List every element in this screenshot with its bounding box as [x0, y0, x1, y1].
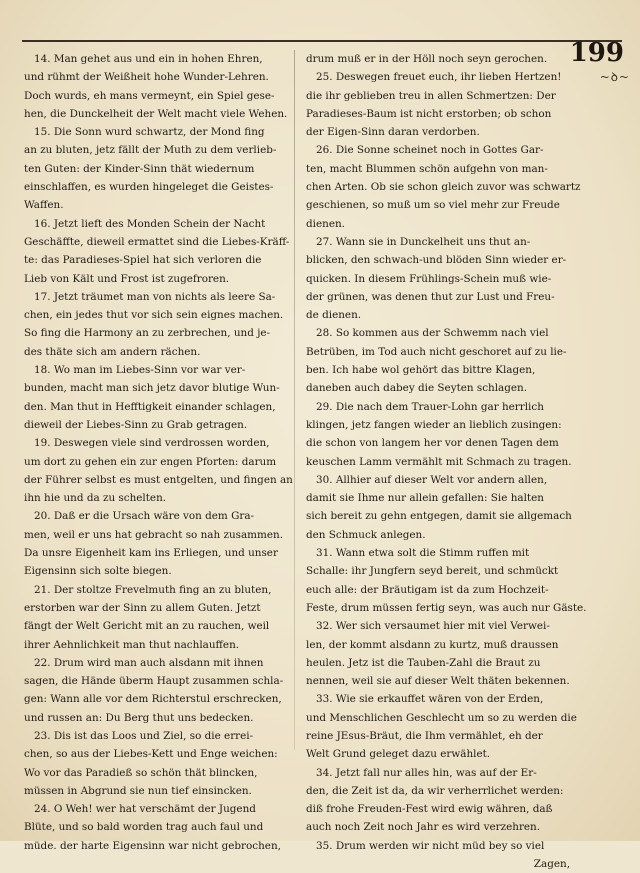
text-line: Da unsre Eigenheit kam ins Erliegen, und unser: [24, 547, 278, 560]
text-line: daneben auch dabey die Seyten schlagen.: [306, 382, 528, 395]
text-line: Feste, drum müssen fertig seyn, was auch nur Gäste.: [306, 601, 587, 614]
text-line: einschlaffen, es wurden hingeleget die Geistes-: [24, 181, 274, 194]
text-line: und Menschlichen Geschlecht um so zu werden die: [306, 711, 577, 724]
text-line: 19. Deswegen viele sind verdrossen worden,: [34, 437, 270, 450]
text-line: sich bereit zu gehn entgegen, damit sie allgemach: [306, 510, 572, 523]
right-column: [306, 50, 588, 873]
text-line: 32. Wer sich versaumet hier mit viel Verwei-: [316, 620, 550, 633]
text-line: 17. Jetzt träumet man von nichts als leere Sa-: [34, 290, 276, 303]
text-line: 27. Wann sie in Dunckelheit uns thut an-: [316, 235, 531, 248]
text-line: ihn hie und da zu schelten.: [24, 492, 167, 505]
text-line: die ihr geblieben treu in allen Schmertzen: Der: [306, 89, 556, 102]
text-line: de dienen.: [306, 309, 362, 322]
text-line: blicken, den schwach-und blöden Sinn wieder er-: [306, 254, 567, 267]
text-line: Blüte, und so bald worden trag auch faul und: [24, 821, 264, 834]
text-line: des thäte sich am andern rächen.: [24, 345, 201, 358]
text-line: sagen, die Hände überm Haupt zusammen schla-: [24, 675, 284, 688]
text-line: chen, so aus der Liebes-Kett und Enge weichen:: [24, 748, 278, 761]
text-line: 23. Dis ist das Loos und Ziel, so die errei-: [34, 729, 254, 742]
text-line: ben. Ich habe wol gehört das bittre Klagen,: [306, 364, 536, 377]
text-line: und rühmt der Weißheit hohe Wunder-Lehren.: [24, 71, 269, 84]
text-line: fängt der Welt Gericht mit an zu rauchen, weil: [24, 620, 270, 633]
text-line: auch noch Zeit noch Jahr es wird verzehren.: [306, 821, 541, 834]
text-line: Zagen,: [533, 858, 570, 871]
text-line: diß frohe Freuden-Fest wird ewig währen, daß: [306, 803, 553, 816]
text-line: 21. Der stoltze Frevelmuth fing an zu bluten,: [34, 583, 272, 596]
text-line: klingen, jetz fangen wieder an lieblich zusingen:: [306, 418, 562, 431]
text-line: um dort zu gehen ein zur engen Pforten: darum: [24, 455, 277, 468]
text-line: den, die Zeit ist da, da wir verherrlichet werden:: [306, 784, 564, 797]
text-line: chen Arten. Ob sie schon gleich zuvor was schwartz: [306, 181, 581, 194]
left-column: [24, 50, 304, 855]
text-line: den. Man thut in Hefftigkeit einander schlagen,: [24, 400, 276, 413]
text-line: gen: Wann alle vor dem Richterstul erschrecken,: [24, 693, 282, 706]
text-line: der Führer selbst es must entgelten, und fingen an: [24, 473, 293, 486]
text-line: ten Guten: der Kinder-Sinn thät wiedernum: [24, 162, 255, 175]
text-line: hen, die Dunckelheit der Welt macht viele Wehen.: [24, 107, 288, 120]
text-line: drum muß er in der Höll noch seyn gerochen.: [306, 53, 548, 65]
text-line: nennen, weil sie auf dieser Welt thäten bekennen.: [306, 675, 570, 688]
text-line: und russen an: Du Berg thut uns bedecken.: [24, 711, 254, 724]
text-line: Schalle: ihr Jungfern seyd bereit, und schmückt: [306, 565, 559, 578]
text-line: euch alle: der Bräutigam ist da zum Hochzeit-: [306, 583, 549, 596]
text-line: den Schmuck anlegen.: [306, 528, 426, 541]
text-line: müde. der harte Eigensinn war nicht gebrochen,: [24, 839, 281, 852]
text-line: an zu bluten, jetz fällt der Muth zu dem verlieb-: [24, 144, 277, 157]
text-line: 15. Die Sonn wurd schwartz, der Mond fing: [34, 126, 265, 139]
text-line: ihrer Aehnlichkeit man thut nachlauffen.: [24, 638, 240, 651]
text-line: 18. Wo man im Liebes-Sinn vor war ver-: [34, 364, 246, 377]
text-line: heulen. Jetz ist die Tauben-Zahl die Braut zu: [306, 656, 541, 669]
column-divider: [294, 50, 295, 750]
text-line: Lieb von Kält und Frost ist zugefroren.: [24, 272, 230, 285]
text-line: geschienen, so muß um so viel mehr zur Freude: [306, 199, 560, 212]
text-line: chen, ein jedes thut vor sich sein eignes machen.: [24, 309, 284, 322]
text-line: Betrüben, im Tod auch nicht geschoret auf zu lie-: [306, 345, 567, 358]
text-line: 14. Man gehet aus und ein in hohen Ehren,: [34, 53, 263, 65]
text-line: der grünen, was denen thut zur Lust und Freu-: [306, 290, 555, 303]
text-line: dienen.: [306, 217, 345, 230]
text-line: die schon von langem her vor denen Tagen dem: [306, 437, 559, 450]
text-line: keuschen Lamm vermählt mit Schmach zu tragen.: [306, 455, 572, 468]
text-line: erstorben war der Sinn zu allem Guten. Jetzt: [24, 601, 261, 614]
text-line: 34. Jetzt fall nur alles hin, was auf der Er-: [316, 766, 537, 779]
text-line: Eigensinn sich solte biegen.: [24, 565, 172, 578]
text-line: 20. Daß er die Ursach wäre von dem Gra-: [34, 510, 255, 523]
text-line: der Eigen-Sinn daran verdorben.: [306, 126, 480, 139]
text-line: Paradieses-Baum ist nicht erstorben; ob schon: [306, 107, 552, 120]
text-line: damit sie Ihme nur allein gefallen: Sie halten: [306, 492, 544, 505]
text-line: 22. Drum wird man auch alsdann mit ihnen: [34, 656, 264, 669]
text-line: te: das Paradieses-Spiel hat sich verloren die: [24, 254, 262, 267]
text-line: Welt Grund geleget dazu erwählet.: [306, 748, 491, 761]
header-rule: [22, 40, 622, 42]
text-line: 16. Jetzt lieft des Monden Schein der Nacht: [34, 217, 266, 230]
text-line: 30. Allhier auf dieser Welt vor andern allen,: [316, 473, 548, 486]
text-line: Geschäffte, dieweil ermattet sind die Liebes-Kräff-: [24, 235, 290, 248]
text-line: Doch wurds, eh mans vermeynt, ein Spiel gese-: [24, 89, 275, 102]
text-line: So fing die Harmony an zu zerbrechen, und je-: [24, 327, 271, 340]
page-number: 199: [569, 38, 624, 68]
text-line: bunden, macht man sich jetz davor blutige Wun-: [24, 382, 280, 395]
text-line: men, weil er uns hat gebracht so nah zusammen.: [24, 528, 284, 541]
text-line: dieweil der Liebes-Sinn zu Grab getragen.: [24, 418, 248, 431]
text-line: 28. So kommen aus der Schwemm nach viel: [316, 327, 549, 340]
text-line: ten, macht Blummen schön aufgehn von man-: [306, 162, 548, 175]
text-line: 33. Wie sie erkauffet wären von der Erden,: [316, 693, 544, 706]
text-line: reine JEsus-Bräut, die Ihm vermählet, eh der: [306, 729, 543, 742]
text-line: müssen in Abgrund sie nun tief einsincken.: [24, 784, 252, 797]
text-line: len, der kommt alsdann zu kurtz, muß draussen: [306, 638, 559, 651]
text-line: 25. Deswegen freuet euch, ihr lieben Hertzen!: [316, 71, 562, 84]
text-line: 26. Die Sonne scheinet noch in Gottes Gar-: [316, 144, 544, 157]
text-line: Wo vor das Paradieß so schön thät blincken,: [24, 766, 258, 779]
text-line: Waffen.: [24, 199, 64, 212]
text-line: quicken. In diesem Frühlings-Schein muß wie-: [306, 272, 552, 285]
flourish-ornament: ~ꝺ~: [599, 70, 630, 84]
text-line: 29. Die nach dem Trauer-Lohn gar herrlich: [316, 400, 544, 413]
text-line: 24. O Weh! wer hat verschämt der Jugend: [34, 803, 256, 816]
text-line: 35. Drum werden wir nicht müd bey so viel: [316, 839, 545, 852]
text-line: 31. Wann etwa solt die Stimm ruffen mit: [316, 547, 530, 560]
